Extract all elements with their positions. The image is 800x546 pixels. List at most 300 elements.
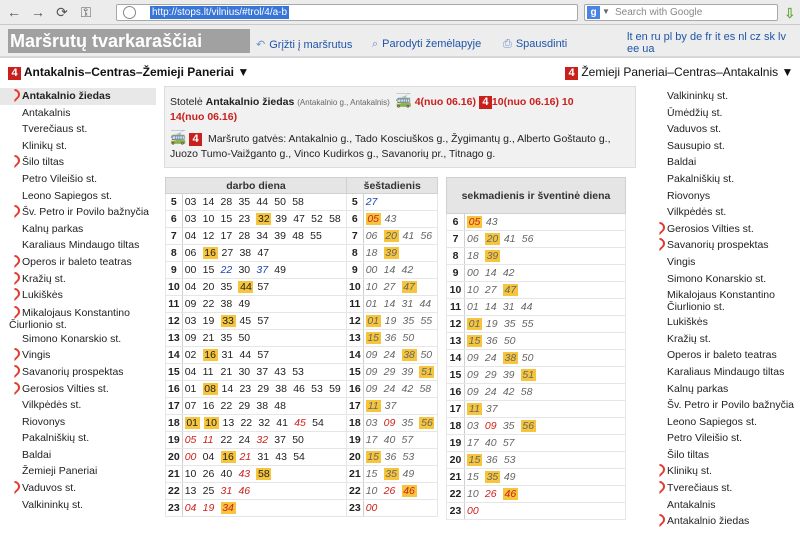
departure-minute[interactable]: 29 bbox=[383, 366, 396, 378]
departure-minute[interactable]: 38 bbox=[275, 383, 287, 395]
departure-minute[interactable]: 21 bbox=[220, 366, 233, 378]
departure-minute[interactable]: 28 bbox=[220, 196, 233, 208]
stop-list-item[interactable] bbox=[0, 204, 156, 221]
stop-list-item[interactable] bbox=[645, 347, 800, 364]
departure-minute[interactable]: 38 bbox=[403, 349, 415, 361]
stop-list-item[interactable] bbox=[645, 221, 800, 238]
departure-minute[interactable]: 43 bbox=[238, 468, 251, 480]
departure-minute[interactable]: 48 bbox=[292, 230, 304, 242]
departure-minute[interactable]: 38 bbox=[256, 400, 269, 412]
departure-minute[interactable]: 35 bbox=[486, 471, 499, 483]
route-link-4[interactable]: 4(nuo 06.16) bbox=[414, 96, 476, 108]
stop-list-item[interactable] bbox=[645, 430, 800, 447]
stop-list-item[interactable] bbox=[645, 171, 800, 188]
departure-minute[interactable]: 04 bbox=[202, 451, 215, 463]
departure-minute[interactable]: 01 bbox=[365, 298, 378, 310]
departure-minute[interactable]: 17 bbox=[467, 437, 479, 449]
departure-minute[interactable]: 27 bbox=[484, 284, 497, 296]
departure-minute[interactable]: 18 bbox=[467, 250, 479, 262]
departure-minute[interactable]: 39 bbox=[486, 250, 499, 262]
departure-minute[interactable]: 09 bbox=[467, 369, 479, 381]
departure-minute[interactable]: 31 bbox=[221, 349, 234, 361]
departure-minute[interactable]: 35 bbox=[401, 417, 414, 429]
departure-minute[interactable]: 17 bbox=[365, 434, 378, 446]
departure-minute[interactable]: 50 bbox=[503, 335, 516, 347]
departure-minute[interactable]: 24 bbox=[383, 349, 396, 361]
departure-minute[interactable]: 32 bbox=[256, 434, 269, 446]
stop-list-item[interactable] bbox=[645, 138, 800, 155]
stop-list-item[interactable] bbox=[645, 447, 800, 464]
departure-minute[interactable]: 10 bbox=[184, 468, 197, 480]
departure-minute[interactable]: 36 bbox=[384, 332, 397, 344]
departure-minute[interactable]: 57 bbox=[257, 281, 270, 293]
departure-minute[interactable]: 01 bbox=[467, 301, 479, 313]
departure-minute[interactable]: 43 bbox=[274, 366, 286, 378]
stop-list-item[interactable] bbox=[645, 88, 800, 105]
stop-list-item[interactable] bbox=[0, 154, 156, 171]
departure-minute[interactable]: 34 bbox=[256, 230, 269, 242]
departure-minute[interactable]: 00 bbox=[365, 502, 378, 514]
departure-minute[interactable]: 54 bbox=[312, 417, 324, 429]
departure-minute[interactable]: 04 bbox=[184, 230, 197, 242]
departure-minute[interactable]: 35 bbox=[503, 318, 516, 330]
departure-minute[interactable]: 22 bbox=[202, 298, 215, 310]
departure-minute[interactable]: 20 bbox=[202, 281, 215, 293]
departure-minute[interactable]: 39 bbox=[385, 247, 397, 259]
departure-minute[interactable]: 18 bbox=[365, 247, 378, 259]
departure-minute[interactable]: 03 bbox=[184, 196, 197, 208]
stop-list-item[interactable] bbox=[0, 397, 156, 414]
departure-minute[interactable]: 01 bbox=[184, 383, 197, 395]
stop-list-item[interactable] bbox=[645, 237, 800, 254]
departure-minute[interactable]: 19 bbox=[202, 315, 215, 327]
departure-minute[interactable]: 01 bbox=[186, 417, 199, 429]
departure-minute[interactable]: 17 bbox=[220, 230, 233, 242]
stop-list-item[interactable] bbox=[645, 463, 800, 480]
stop-list-item[interactable] bbox=[645, 188, 800, 205]
departure-minute[interactable]: 22 bbox=[220, 400, 233, 412]
stop-list-item[interactable] bbox=[0, 221, 156, 238]
hour-cell: 11 bbox=[347, 296, 364, 313]
forward-arrow-icon[interactable]: → bbox=[31, 4, 45, 20]
departure-minute[interactable]: 46 bbox=[504, 488, 517, 500]
stop-list-item[interactable] bbox=[0, 364, 156, 381]
back-to-routes-link[interactable]: ↶ Grįžti į maršrutus bbox=[256, 39, 353, 51]
departure-minute[interactable]: 58 bbox=[329, 213, 341, 225]
departure-minute[interactable]: 31 bbox=[502, 301, 515, 313]
departure-minute[interactable]: 39 bbox=[502, 369, 515, 381]
departure-minute[interactable]: 41 bbox=[276, 417, 288, 429]
departure-minute[interactable]: 58 bbox=[258, 468, 270, 480]
departure-minute[interactable]: 31 bbox=[401, 298, 414, 310]
search-input[interactable] bbox=[584, 4, 778, 21]
departure-minute[interactable]: 36 bbox=[485, 335, 498, 347]
departure-minute[interactable]: 06 bbox=[184, 247, 197, 259]
departure-minute[interactable]: 09 bbox=[365, 383, 378, 395]
departure-minute[interactable]: 46 bbox=[293, 383, 305, 395]
departure-minute[interactable]: 16 bbox=[202, 400, 215, 412]
stop-list-item[interactable] bbox=[645, 271, 800, 288]
departure-minute[interactable]: 14 bbox=[383, 264, 396, 276]
departure-minute[interactable]: 44 bbox=[520, 301, 533, 313]
departure-minute[interactable]: 04 bbox=[184, 366, 197, 378]
departure-minute[interactable]: 53 bbox=[292, 366, 304, 378]
stop-list-item[interactable] bbox=[645, 331, 800, 348]
departure-minute[interactable]: 15 bbox=[468, 335, 481, 347]
departure-minute[interactable]: 36 bbox=[485, 454, 498, 466]
departure-minute[interactable]: 43 bbox=[275, 451, 287, 463]
departure-minute[interactable]: 09 bbox=[484, 420, 497, 432]
departure-minute[interactable]: 27 bbox=[365, 196, 378, 208]
departure-minute[interactable]: 42 bbox=[401, 264, 414, 276]
departure-minute[interactable]: 10 bbox=[467, 488, 479, 500]
departure-minute[interactable]: 20 bbox=[385, 230, 397, 242]
departure-minute[interactable]: 53 bbox=[402, 451, 415, 463]
departure-minute[interactable]: 45 bbox=[239, 315, 252, 327]
departure-minute[interactable]: 05 bbox=[184, 434, 197, 446]
stop-list-item[interactable] bbox=[645, 381, 800, 398]
departure-minute[interactable]: 30 bbox=[238, 366, 251, 378]
departure-minute[interactable]: 38 bbox=[504, 352, 517, 364]
departure-minute[interactable]: 15 bbox=[365, 468, 378, 480]
hour-cell: 22 bbox=[447, 486, 465, 503]
departure-minute[interactable]: 04 bbox=[184, 502, 197, 514]
departure-minute[interactable]: 51 bbox=[421, 366, 433, 378]
departure-minute[interactable]: 10 bbox=[365, 485, 378, 497]
stop-list-item[interactable] bbox=[0, 237, 156, 254]
departure-minute[interactable]: 56 bbox=[420, 230, 433, 242]
departure-minute[interactable]: 40 bbox=[484, 437, 497, 449]
departure-minute[interactable]: 01 bbox=[468, 318, 481, 330]
departure-minute[interactable]: 53 bbox=[311, 383, 323, 395]
stop-list-item[interactable] bbox=[645, 254, 800, 271]
stop-list-item[interactable] bbox=[0, 480, 156, 497]
route-link-14[interactable]: 14(nuo 06.16) bbox=[170, 111, 238, 123]
departure-minute[interactable]: 38 bbox=[220, 298, 233, 310]
departure-minute[interactable]: 42 bbox=[502, 386, 515, 398]
departure-minute[interactable]: 47 bbox=[293, 213, 305, 225]
departure-minute[interactable]: 00 bbox=[184, 451, 197, 463]
departure-minute[interactable]: 39 bbox=[401, 366, 414, 378]
stop-list-item[interactable] bbox=[645, 480, 800, 497]
departure-minute[interactable]: 34 bbox=[222, 502, 234, 514]
departure-minute[interactable]: 47 bbox=[257, 247, 270, 259]
departure-minute[interactable]: 40 bbox=[383, 434, 396, 446]
departure-minute[interactable]: 29 bbox=[484, 369, 497, 381]
departure-minute[interactable]: 11 bbox=[467, 403, 482, 415]
departure-minute[interactable]: 37 bbox=[384, 400, 397, 412]
departure-minute[interactable]: 35 bbox=[502, 420, 515, 432]
departure-minute[interactable]: 03 bbox=[365, 417, 378, 429]
departure-minute[interactable]: 11 bbox=[202, 434, 214, 446]
departure-minute[interactable]: 19 bbox=[485, 318, 498, 330]
departure-minute[interactable]: 10 bbox=[205, 417, 217, 429]
stop-list-item[interactable] bbox=[0, 121, 156, 138]
site-title[interactable]: Maršrutų tvarkaraščiai bbox=[8, 29, 250, 53]
stop-list-item[interactable] bbox=[645, 204, 800, 221]
departure-minute[interactable]: 10 bbox=[202, 213, 215, 225]
departure-minute[interactable]: 05 bbox=[468, 216, 481, 228]
departure-minute[interactable]: 42 bbox=[502, 267, 515, 279]
stop-list-item[interactable] bbox=[645, 364, 800, 381]
chevron-down-icon[interactable]: ▼ bbox=[602, 7, 610, 16]
departure-minute[interactable]: 56 bbox=[522, 420, 535, 432]
departure-minute[interactable]: 41 bbox=[402, 230, 415, 242]
stop-list-item[interactable] bbox=[0, 171, 156, 188]
departure-minute[interactable]: 44 bbox=[419, 298, 432, 310]
departure-minute[interactable]: 46 bbox=[403, 485, 415, 497]
departure-minute[interactable]: 10 bbox=[365, 281, 378, 293]
stop-list-item[interactable] bbox=[645, 414, 800, 431]
departure-minute[interactable]: 30 bbox=[238, 264, 251, 276]
google-icon[interactable]: g bbox=[587, 6, 600, 19]
departure-minute[interactable]: 00 bbox=[365, 264, 378, 276]
stop-list-item[interactable] bbox=[0, 463, 156, 480]
show-map-link[interactable]: ⌕ Parodyti žemėlapyje bbox=[372, 38, 482, 50]
departure-minute[interactable]: 14 bbox=[484, 301, 497, 313]
departure-minute[interactable]: 11 bbox=[366, 400, 381, 412]
departure-minute[interactable]: 09 bbox=[467, 386, 479, 398]
departure-minute[interactable]: 50 bbox=[420, 349, 433, 361]
stop-list-item[interactable] bbox=[645, 287, 800, 314]
departure-minute[interactable]: 23 bbox=[238, 213, 251, 225]
url-text[interactable]: http://stops.lt/vilnius/#trol/4/a-b bbox=[152, 7, 288, 18]
departure-minute[interactable]: 51 bbox=[522, 369, 535, 381]
departure-minute[interactable]: 41 bbox=[503, 233, 516, 245]
address-bar[interactable] bbox=[116, 4, 578, 21]
departure-minute[interactable]: 23 bbox=[239, 383, 252, 395]
departure-minute[interactable]: 35 bbox=[385, 468, 397, 480]
departure-minute[interactable]: 21 bbox=[202, 332, 215, 344]
stop-list-item[interactable] bbox=[0, 88, 156, 105]
departure-minute[interactable]: 19 bbox=[384, 315, 397, 327]
departure-minute[interactable]: 37 bbox=[256, 366, 269, 378]
departure-minute[interactable]: 44 bbox=[239, 349, 252, 361]
departure-minute[interactable]: 12 bbox=[202, 230, 215, 242]
departure-minute[interactable]: 14 bbox=[484, 267, 497, 279]
departure-minute[interactable]: 40 bbox=[220, 468, 233, 480]
departure-minute[interactable]: 32 bbox=[258, 213, 270, 225]
stop-list-item[interactable] bbox=[0, 497, 156, 514]
departure-minute[interactable]: 16 bbox=[204, 349, 216, 361]
print-link[interactable]: ⎙ Spausdinti bbox=[503, 38, 568, 50]
departure-minute[interactable]: 56 bbox=[421, 417, 433, 429]
departure-minute[interactable]: 06 bbox=[467, 233, 479, 245]
departure-minute[interactable]: 13 bbox=[184, 485, 197, 497]
departure-minute[interactable]: 09 bbox=[184, 332, 197, 344]
departure-minute[interactable]: 43 bbox=[384, 213, 397, 225]
departure-minute[interactable]: 21 bbox=[239, 451, 252, 463]
stop-list-item[interactable] bbox=[0, 287, 156, 304]
departure-minute[interactable]: 09 bbox=[383, 417, 396, 429]
departure-minute[interactable]: 49 bbox=[238, 298, 251, 310]
departure-minute[interactable]: 27 bbox=[221, 247, 234, 259]
departure-minute[interactable]: 37 bbox=[256, 264, 269, 276]
departure-minute[interactable]: 44 bbox=[240, 281, 252, 293]
stop-list-item[interactable] bbox=[0, 381, 156, 398]
departure-minute[interactable]: 49 bbox=[274, 264, 286, 276]
stop-list-item[interactable] bbox=[0, 447, 156, 464]
departure-minute[interactable]: 26 bbox=[383, 485, 396, 497]
departure-minute[interactable]: 35 bbox=[402, 315, 415, 327]
departure-minute[interactable]: 10 bbox=[467, 284, 479, 296]
departure-minute[interactable]: 24 bbox=[484, 386, 497, 398]
departure-minute[interactable]: 15 bbox=[367, 332, 380, 344]
language-links[interactable]: lt en ru pl by de fr it es nl cz sk lv ee ua bbox=[627, 31, 786, 55]
departure-minute[interactable]: 24 bbox=[238, 434, 251, 446]
departure-minute[interactable]: 44 bbox=[256, 196, 269, 208]
stop-list-item[interactable] bbox=[645, 154, 800, 171]
departure-minute[interactable]: 43 bbox=[485, 216, 498, 228]
departure-minute[interactable]: 15 bbox=[220, 213, 233, 225]
departure-minute[interactable]: 47 bbox=[403, 281, 415, 293]
departure-minute[interactable]: 57 bbox=[257, 349, 270, 361]
departure-minute[interactable]: 15 bbox=[467, 471, 479, 483]
stop-list-item[interactable] bbox=[0, 430, 156, 447]
stop-list-item[interactable] bbox=[0, 304, 156, 331]
departure-minute[interactable]: 57 bbox=[401, 434, 414, 446]
departure-minute[interactable]: 09 bbox=[467, 352, 479, 364]
departure-minute[interactable]: 20 bbox=[486, 233, 499, 245]
departure-minute[interactable]: 22 bbox=[220, 264, 233, 276]
departure-minute[interactable]: 46 bbox=[238, 485, 251, 497]
departure-minute[interactable]: 35 bbox=[220, 332, 233, 344]
departure-minute[interactable]: 09 bbox=[365, 349, 378, 361]
departure-minute[interactable]: 50 bbox=[274, 196, 286, 208]
departure-minute[interactable]: 16 bbox=[204, 247, 216, 259]
departure-minute[interactable]: 58 bbox=[520, 386, 533, 398]
route-direction-right[interactable]: 4 Žemieji Paneriai–Centras–Antakalnis ▼ bbox=[565, 65, 793, 80]
departure-minute[interactable]: 27 bbox=[383, 281, 396, 293]
departure-minute[interactable]: 31 bbox=[220, 485, 233, 497]
stop-list-item[interactable] bbox=[0, 331, 156, 348]
departure-minute[interactable]: 04 bbox=[184, 281, 197, 293]
departure-minute[interactable]: 14 bbox=[202, 196, 215, 208]
key-icon[interactable]: ⚿ bbox=[80, 4, 92, 20]
departure-minute[interactable]: 55 bbox=[521, 318, 534, 330]
departure-minute[interactable]: 09 bbox=[184, 298, 197, 310]
departure-minute[interactable]: 58 bbox=[292, 196, 304, 208]
departure-minute[interactable]: 32 bbox=[258, 417, 271, 429]
departure-minute[interactable]: 31 bbox=[257, 451, 270, 463]
departure-minute[interactable]: 54 bbox=[293, 451, 305, 463]
departure-minute[interactable]: 50 bbox=[521, 352, 534, 364]
departure-minute[interactable]: 55 bbox=[420, 315, 433, 327]
departure-minute[interactable]: 56 bbox=[521, 233, 534, 245]
departure-minute[interactable]: 29 bbox=[238, 400, 251, 412]
departure-minute[interactable]: 53 bbox=[503, 454, 516, 466]
departure-minute[interactable]: 57 bbox=[257, 315, 270, 327]
stop-list-item[interactable] bbox=[0, 254, 156, 271]
departure-minute[interactable]: 26 bbox=[484, 488, 497, 500]
departure-minute[interactable]: 45 bbox=[294, 417, 306, 429]
departure-minute[interactable]: 14 bbox=[221, 383, 234, 395]
departure-minute[interactable]: 15 bbox=[468, 454, 481, 466]
departure-minute[interactable]: 15 bbox=[367, 451, 380, 463]
departure-minute[interactable]: 03 bbox=[467, 420, 479, 432]
back-arrow-icon[interactable]: ← bbox=[7, 4, 21, 20]
reload-icon[interactable]: ⟳ bbox=[56, 4, 68, 20]
departure-minute[interactable]: 16 bbox=[222, 451, 234, 463]
departure-minute[interactable]: 19 bbox=[202, 502, 215, 514]
departure-minute[interactable]: 28 bbox=[238, 230, 251, 242]
departure-minute[interactable]: 36 bbox=[384, 451, 397, 463]
departure-minute[interactable]: 47 bbox=[504, 284, 517, 296]
departure-minute[interactable]: 00 bbox=[467, 505, 479, 517]
departure-minute[interactable]: 39 bbox=[274, 230, 286, 242]
departure-minute[interactable]: 55 bbox=[310, 230, 322, 242]
departure-minute[interactable]: 50 bbox=[292, 434, 304, 446]
departure-minute[interactable]: 52 bbox=[311, 213, 323, 225]
departure-minute[interactable]: 07 bbox=[184, 400, 197, 412]
departure-minute[interactable]: 49 bbox=[402, 468, 415, 480]
departure-minute[interactable]: 24 bbox=[383, 383, 396, 395]
departure-minute[interactable]: 15 bbox=[202, 264, 215, 276]
stop-list-item[interactable] bbox=[645, 497, 800, 514]
departure-minute[interactable]: 39 bbox=[275, 213, 287, 225]
departure-minute[interactable]: 57 bbox=[502, 437, 515, 449]
stop-list-item[interactable] bbox=[0, 347, 156, 364]
stop-list-item[interactable] bbox=[645, 121, 800, 138]
departure-minute[interactable]: 35 bbox=[220, 281, 233, 293]
departure-minute[interactable]: 37 bbox=[485, 403, 498, 415]
stop-list-item[interactable] bbox=[645, 105, 800, 122]
departure-minute[interactable]: 48 bbox=[274, 400, 286, 412]
departure-minute[interactable]: 50 bbox=[238, 332, 251, 344]
departure-minute[interactable]: 38 bbox=[239, 247, 252, 259]
departure-minute[interactable]: 50 bbox=[402, 332, 415, 344]
departure-minute[interactable]: 08 bbox=[204, 383, 216, 395]
stop-list-item[interactable] bbox=[0, 414, 156, 431]
departure-minute[interactable]: 02 bbox=[184, 349, 197, 361]
stop-list-item[interactable] bbox=[0, 105, 156, 122]
stop-list-item[interactable] bbox=[0, 271, 156, 288]
departure-minute[interactable]: 58 bbox=[419, 383, 432, 395]
departure-minute[interactable]: 25 bbox=[202, 485, 215, 497]
departure-minute[interactable]: 03 bbox=[184, 315, 197, 327]
departure-minute[interactable]: 06 bbox=[365, 230, 378, 242]
departure-minute[interactable]: 22 bbox=[220, 434, 233, 446]
departure-minute[interactable]: 29 bbox=[257, 383, 270, 395]
departure-minute[interactable]: 22 bbox=[240, 417, 253, 429]
departure-minute[interactable]: 03 bbox=[184, 213, 197, 225]
departure-minute[interactable]: 11 bbox=[202, 366, 214, 378]
departure-minute[interactable]: 01 bbox=[367, 315, 380, 327]
route-direction-left[interactable]: 4 Antakalnis–Centras–Žemieji Paneriai ▼ bbox=[8, 65, 249, 80]
departure-minute[interactable]: 42 bbox=[401, 383, 414, 395]
departure-minute[interactable]: 09 bbox=[365, 366, 378, 378]
departure-minute[interactable]: 26 bbox=[202, 468, 215, 480]
route-link-10[interactable]: 10(nuo 06.16) 10 bbox=[491, 96, 574, 108]
departure-minute[interactable]: 37 bbox=[274, 434, 286, 446]
stop-list-item[interactable] bbox=[645, 314, 800, 331]
stop-list-item[interactable] bbox=[645, 397, 800, 414]
departure-minute[interactable]: 14 bbox=[383, 298, 396, 310]
departure-minute[interactable]: 00 bbox=[467, 267, 479, 279]
stop-list-item[interactable] bbox=[0, 138, 156, 155]
departure-minute[interactable]: 05 bbox=[367, 213, 380, 225]
departure-minute[interactable]: 13 bbox=[222, 417, 235, 429]
departure-minute[interactable]: 33 bbox=[222, 315, 234, 327]
download-icon[interactable]: ⇩ bbox=[784, 5, 796, 21]
departure-minute[interactable]: 35 bbox=[238, 196, 251, 208]
stop-list-item[interactable] bbox=[645, 513, 800, 530]
departure-minute[interactable]: 59 bbox=[329, 383, 341, 395]
departure-minute[interactable]: 49 bbox=[503, 471, 516, 483]
departure-minute[interactable]: 00 bbox=[184, 264, 197, 276]
departure-minute[interactable]: 24 bbox=[484, 352, 497, 364]
stop-list-item[interactable] bbox=[0, 188, 156, 205]
